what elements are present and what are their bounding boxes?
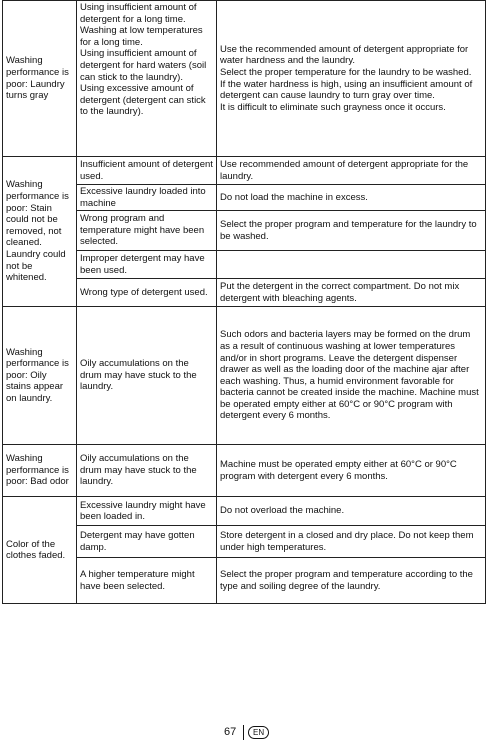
- solution-cell: Machine must be operated empty either at 60°C or 90°C program with detergent every 6 months.: [217, 445, 486, 497]
- table-row: [3, 157, 486, 185]
- solution-text: Use the recommended amount of detergent appropriate for water hardness and the laundry.: [220, 43, 469, 67]
- cause-text: Washing at low temperatures for a long time.: [80, 25, 203, 48]
- solution-cell: Such odors and bacteria layers may be formed on the drum as a result of continuous washing at lower temperatures and/or in short programs. Leave the detergent dispenser drawer as well as the loading door of the machine ajar after each washing. Thus, a humid environment favorable for bacteria cannot be created inside the machine. Machine must be operated empty either at 60°C or 90°C program with detergent every 6 months.: [217, 307, 486, 445]
- cause-cell: A higher temperature might have been selected.: [77, 558, 217, 604]
- page-footer: [0, 725, 486, 741]
- table-row: [3, 307, 486, 445]
- solution-cell: Do not overload the machine.: [217, 497, 486, 526]
- solution-cell: Use recommended amount of detergent appropriate for the laundry.: [217, 157, 486, 185]
- cause-text: Using excessive amount of detergent (detergent can stick to the laundry).: [80, 83, 206, 118]
- cause-cell: Insufficient amount of detergent used.: [77, 157, 217, 185]
- cause-cell: Improper detergent may have been used.: [77, 251, 217, 279]
- table-row: [3, 1, 486, 157]
- cause-cell: Excessive laundry might have been loaded in.: [77, 497, 217, 526]
- page-number: 67: [224, 726, 237, 738]
- solution-cell: Store detergent in a closed and dry place. Do not keep them under high temperatures.: [217, 526, 486, 558]
- problem-cell: Washing performance is poor: Stain could not be removed, not cleaned. Laundry could not be whitened.: [3, 157, 77, 307]
- solution-cell: Select the proper program and temperature according to the type and soiling degree of the laundry.: [217, 558, 486, 604]
- cause-text: Using insufficient amount of detergent for hard waters (soil can stick to the laundry).: [80, 48, 207, 83]
- cause-cell: Oily accumulations on the drum may have stuck to the laundry.: [77, 307, 217, 445]
- cause-text: Using insufficient amount of detergent for a long time.: [80, 2, 197, 25]
- cause-cell: Excessive laundry loaded into machine: [77, 185, 217, 211]
- solution-text: Select the proper temperature for the laundry to be washed.: [220, 66, 472, 78]
- footer-divider: [243, 725, 244, 740]
- table-row: [3, 497, 486, 526]
- cause-cell: Oily accumulations on the drum may have stuck to the laundry.: [77, 445, 217, 497]
- table-row: [3, 445, 486, 497]
- problem-cell: Washing performance is poor: Bad odor: [3, 445, 77, 497]
- solution-text: It is difficult to eliminate such grayness once it occurs.: [220, 101, 446, 113]
- language-badge: EN: [248, 726, 269, 739]
- problem-cell: Color of the clothes faded.: [3, 497, 77, 604]
- solution-text: If the water hardness is high, using an insufficient amount of detergent can cause laundry to turn gray over time.: [220, 78, 473, 102]
- solution-cell: [217, 1, 486, 157]
- solution-cell: [217, 251, 486, 279]
- cause-cell: Wrong type of detergent used.: [77, 279, 217, 307]
- cause-cell: Wrong program and temperature might have been selected.: [77, 211, 217, 251]
- solution-cell: Put the detergent in the correct compartment. Do not mix detergent with bleaching agents.: [217, 279, 486, 307]
- cause-cell: Detergent may have gotten damp.: [77, 526, 217, 558]
- solution-cell: Select the proper program and temperature for the laundry to be washed.: [217, 211, 486, 251]
- cause-cell: [77, 1, 217, 157]
- problem-cell: Washing performance is poor: Oily stains appear on laundry.: [3, 307, 77, 445]
- problem-cell: Washing performance is poor: Laundry turns gray: [3, 1, 77, 157]
- solution-cell: Do not load the machine in excess.: [217, 185, 486, 211]
- troubleshooting-table: [2, 0, 486, 604]
